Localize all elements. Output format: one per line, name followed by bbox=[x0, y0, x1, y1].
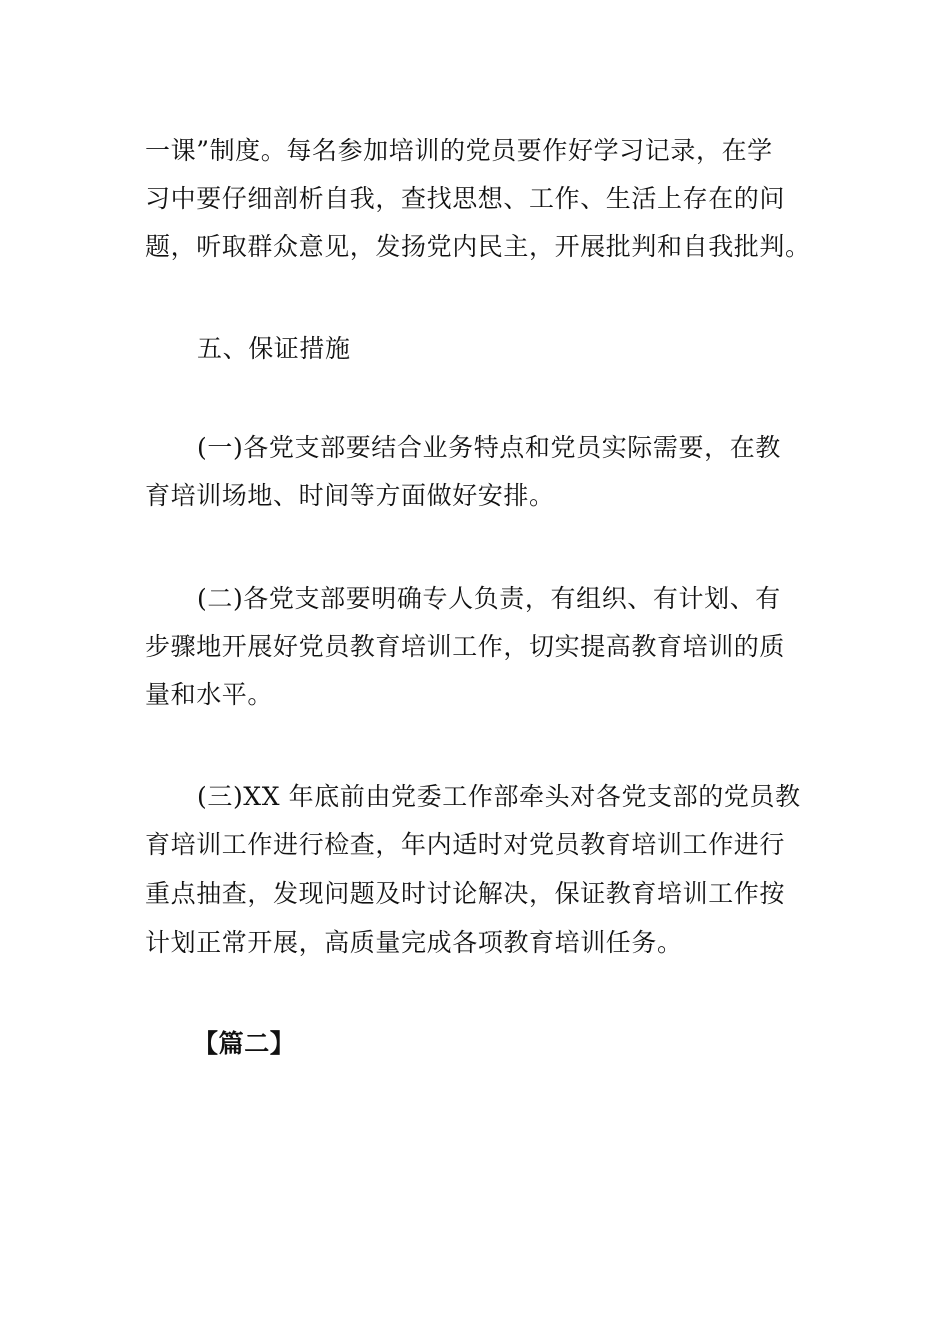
paragraph-2-line-2: 育培训场地、时间等方面做好安排。 bbox=[145, 481, 555, 510]
paragraph-3-line-2: 步骤地开展好党员教育培训工作，切实提高教育培训的质 bbox=[145, 632, 786, 661]
paragraph-2-line-1: (一)各党支部要结合业务特点和党员实际需要，在教 bbox=[197, 433, 781, 462]
paragraph-3-line-3: 量和水平。 bbox=[145, 680, 274, 709]
paragraph-1-line-1: 一课”制度。每名参加培训的党员要作好学习记录，在学 bbox=[145, 136, 773, 165]
paragraph-4-line-4: 计划正常开展，高质量完成各项教育培训任务。 bbox=[145, 928, 683, 957]
paragraph-4-line-1: (三)XX 年底前由党委工作部牵头对各党支部的党员教 bbox=[197, 782, 801, 811]
paragraph-1-line-3: 题，听取群众意见，发扬党内民主，开展批判和自我批判。 bbox=[145, 232, 811, 261]
paragraph-1-line-2: 习中要仔细剖析自我，查找思想、工作、生活上存在的问 bbox=[145, 184, 786, 213]
paragraph-4-line-3: 重点抽查，发现问题及时讨论解决，保证教育培训工作按 bbox=[145, 879, 786, 908]
paragraph-4-line-2: 育培训工作进行检查，年内适时对党员教育培训工作进行 bbox=[145, 830, 786, 859]
section-heading: 五、保证措施 bbox=[197, 334, 351, 363]
paragraph-3-line-1: (二)各党支部要明确专人负责，有组织、有计划、有 bbox=[197, 584, 781, 613]
part-label: 【篇二】 bbox=[193, 1029, 296, 1058]
